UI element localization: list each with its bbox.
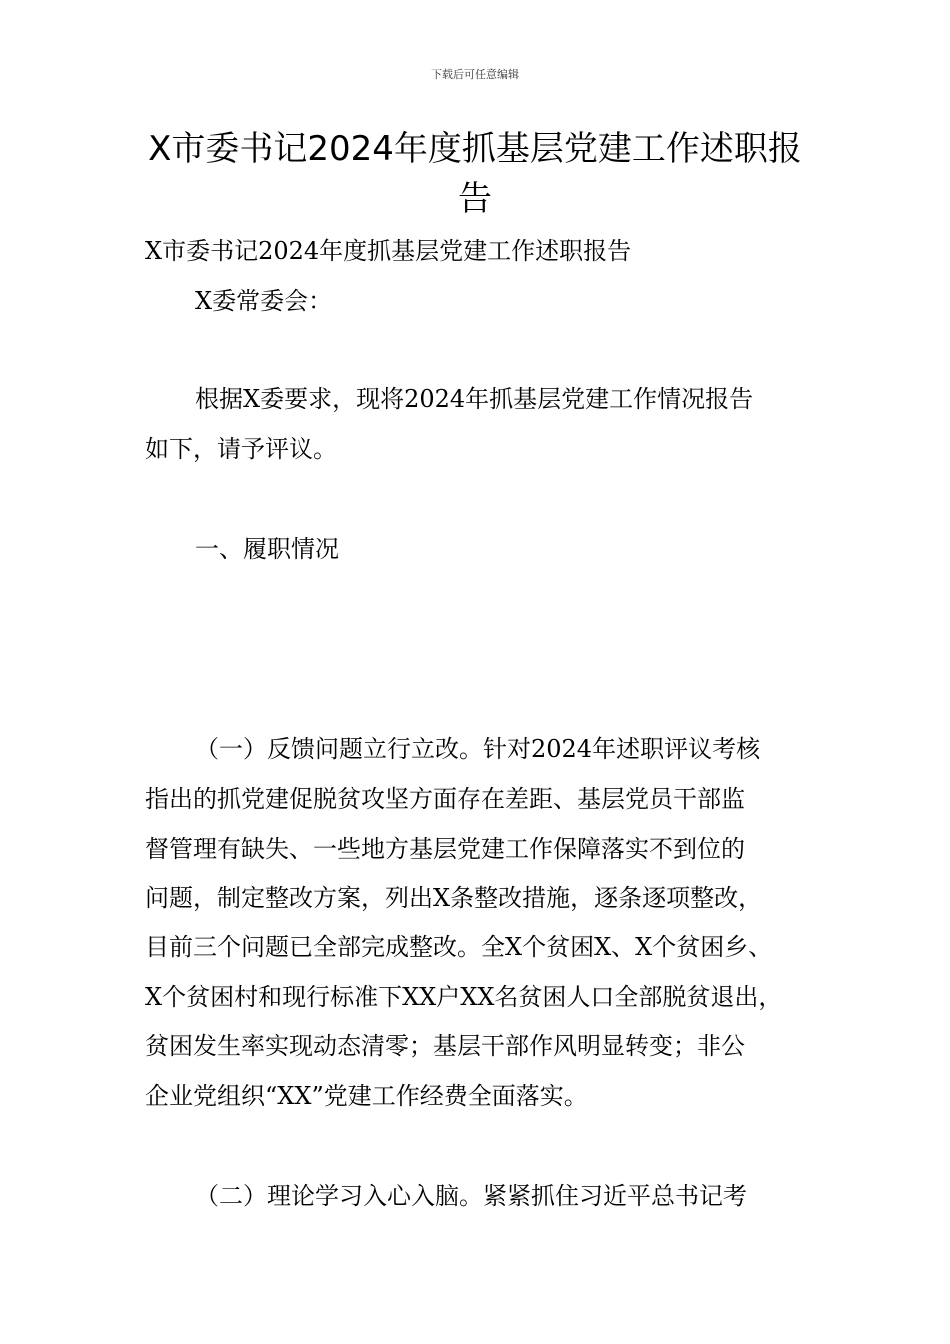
paragraph-line: （一）反馈问题立行立改。针对2024年述职评议考核 — [195, 735, 761, 763]
document-title: X市委书记2024年度抓基层党建工作述职报告 — [148, 129, 802, 219]
paragraph-line: 督管理有缺失、一些地方基层党建工作保障落实不到位的 — [145, 835, 745, 863]
paragraph-line: 指出的抓党建促脱贫攻坚方面存在差距、基层党员干部监 — [145, 785, 745, 813]
subtitle-line: X市委书记2024年度抓基层党建工作述职报告 — [145, 237, 632, 265]
intro-line: 如下，请予评议。 — [145, 435, 337, 463]
paragraph-line: 目前三个问题已全部完成整改。全X个贫困X、X个贫困乡、 — [145, 933, 773, 961]
paragraph-line: X个贫困村和现行标准下XX户XX名贫困人口全部脱贫退出， — [145, 983, 783, 1011]
header-note: 下载后可任意编辑 — [431, 68, 519, 81]
paragraph-line: 企业党组织“XX”党建工作经费全面落实。 — [145, 1082, 588, 1110]
paragraph-line: 贫困发生率实现动态清零；基层干部作风明显转变；非公 — [145, 1032, 745, 1060]
paragraph-line: （二）理论学习入心入脑。紧紧抓住习近平总书记考 — [195, 1182, 747, 1210]
salutation: X委常委会： — [195, 287, 333, 315]
paragraph-line: 问题，制定整改方案，列出X条整改措施，逐条逐项整改， — [145, 884, 763, 912]
intro-line: 根据X委要求，现将2024年抓基层党建工作情况报告 — [195, 385, 754, 413]
section-heading: 一、履职情况 — [195, 535, 339, 563]
